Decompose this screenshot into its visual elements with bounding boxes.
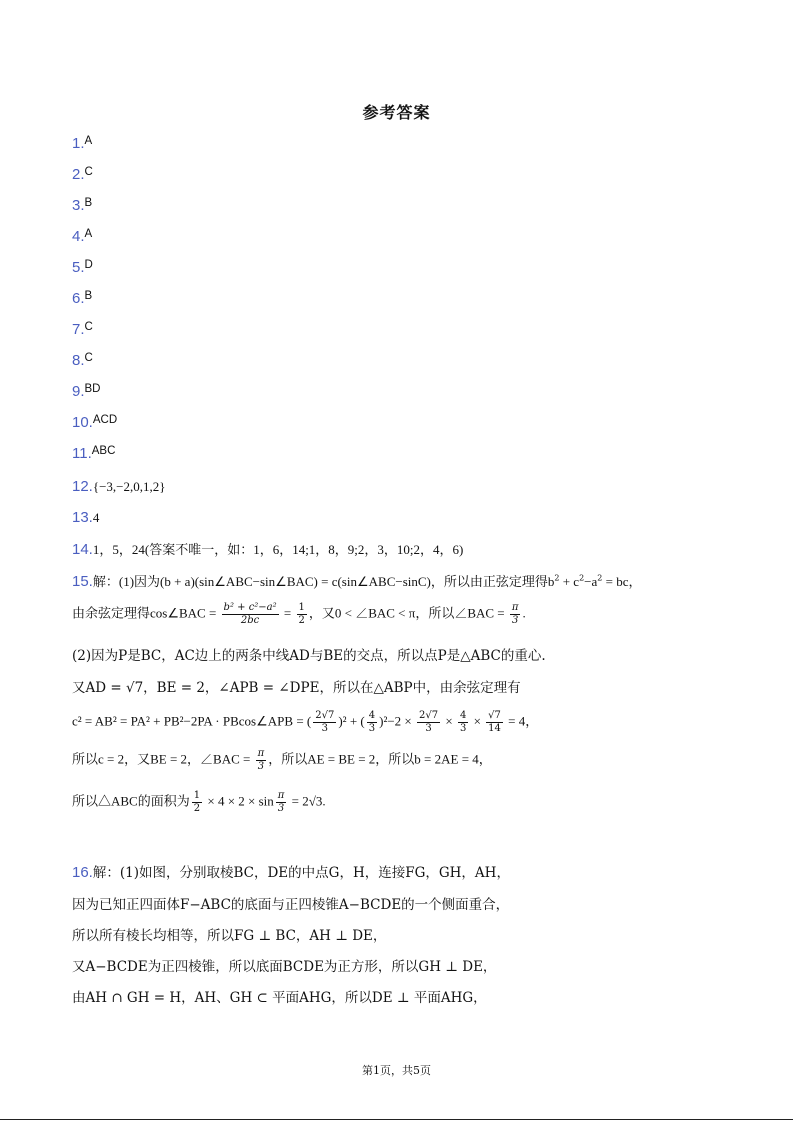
answer-item (72, 227, 92, 245)
answer-value: A (84, 228, 93, 240)
fraction: $\frac{2√7}{3}$ (419, 710, 439, 734)
answer-item (72, 289, 92, 307)
answer-number: 5. (72, 259, 85, 276)
fraction: $\frac{1}{2}$ (193, 790, 201, 814)
fraction: $\frac{1}{2}$ (298, 602, 305, 626)
answer-item (72, 539, 463, 558)
answer-number: 7. (72, 321, 85, 338)
fraction: $\frac{4}{3}$ (368, 710, 376, 734)
answer-item (72, 320, 93, 338)
answer-value: ABC (91, 445, 116, 457)
answer-item (72, 196, 92, 214)
answer-value: C (84, 166, 93, 178)
answer-item (72, 413, 117, 431)
answer-number: 4. (72, 228, 85, 245)
answer-number: 6. (72, 290, 85, 307)
answer-item (72, 508, 99, 526)
fraction: $\frac{4}{3}$ (459, 710, 467, 734)
answer-number: 15. (72, 573, 93, 590)
answer-item (72, 477, 166, 495)
answer-item (72, 258, 93, 276)
answer-value: 4 (92, 510, 100, 525)
answer-value: B (84, 290, 93, 302)
fraction: $\frac{\text{b² + c²−a²}}{2bc}$ (223, 602, 277, 626)
fraction: $\frac{\pi}{3}$ (257, 748, 265, 772)
answer-value: 1，5，24(答案不唯一，如：1，6，14;1，8，9;2，3，10;2，4，6) (92, 542, 464, 557)
fraction: $\frac{\pi}{3}$ (277, 790, 285, 814)
q16-line-2: 因为已知正四面体F−ABC的底面与正四棱锥A−BCDE的一个侧面重合， (72, 897, 510, 913)
answer-number: 12. (72, 478, 93, 495)
answer-item (72, 351, 93, 369)
answer-value: D (84, 259, 93, 271)
answer-number: 1. (72, 135, 85, 152)
q16-line-4: 又A−BCDE为正四棱锥，所以底面BCDE为正方形，所以GH ⊥ DE， (72, 959, 497, 975)
page-title: 参考答案 (362, 103, 431, 122)
q15-line-3: (2)因为P是BC，AC边上的两条中线AD与BE的交点，所以点P是△ABC的重心. (72, 648, 546, 664)
bottom-divider (0, 1119, 793, 1120)
answer-value: ACD (92, 414, 118, 426)
q15-line-7: 所以△ABC的面积为 $\frac{1}{2}$ × 4 × 2 × sin $\frac{\pi}{3}$ = 2√3. (72, 790, 326, 814)
answer-number: 8. (72, 352, 85, 369)
answer-number: 11. (72, 445, 92, 462)
answer-item (72, 134, 92, 152)
answer-value: {−3,−2,0,1,2} (92, 479, 166, 494)
answer-number: 9. (72, 383, 85, 400)
q15-line-1: 15.解：(1)因为(b + a)(sin∠ABC−sin∠BAC) = c(sin∠ABC−sinC)，所以由正弦定理得$b^2 + c^2-a^2$ = bc， (72, 573, 642, 590)
q15-line-6: 所以c = 2，又BE = 2，∠BAC = $\frac{\pi}{3}$ ，所以AE = BE = 2，所以b = 2AE = 4， (72, 748, 492, 772)
answer-value: C (84, 352, 93, 364)
q16-line-5: 由AH ∩ GH = H，AH、GH ⊂ 平面AHG，所以DE ⊥ 平面AHG， (72, 990, 487, 1006)
answer-value: A (84, 135, 93, 147)
answer-number: 16. (72, 864, 93, 881)
answer-item (72, 165, 93, 183)
answer-value: B (84, 197, 93, 209)
q15-line-4: 又AD = √7，BE = 2，∠APB = ∠DPE，所以在△ABP中，由余弦定理有 (72, 680, 521, 696)
fraction: $\frac{2√7}{3}$ (315, 710, 335, 734)
answer-number: 13. (72, 509, 93, 526)
page-footer: 第1页，共5页 (362, 1064, 431, 1077)
answer-value: C (84, 321, 93, 333)
fraction: $\frac{√7}{14}$ (488, 710, 501, 734)
answer-number: 2. (72, 166, 85, 183)
answer-item (72, 382, 101, 400)
fraction: $\frac{\pi}{3}$ (511, 602, 519, 626)
answer-value: BD (84, 383, 101, 395)
q16-line-1: 16.解：(1)如图，分别取棱BC，DE的中点G，H，连接FG，GH，AH， (72, 864, 510, 881)
answer-number: 3. (72, 197, 85, 214)
answer-number: 10. (72, 414, 93, 431)
q16-line-3: 所以所有棱长均相等，所以FG ⊥ BC，AH ⊥ DE， (72, 928, 387, 944)
q15-line-5: c² = AB² = PA² + PB²−2PA · PBcos∠APB = ( $\frac{2√7}{3}$ )² + ( $\frac{4}{3}$ )²−2 × $\frac{2√7}{3}$ × $\frac{4}{3}$ × $\frac{√7}{14}$ = 4， (72, 710, 539, 734)
answer-number: 14. (72, 541, 93, 558)
answer-item (72, 444, 115, 462)
q15-line-2: 由余弦定理得cos∠BAC = $\frac{\text{b² + c²−a²}}{2bc}$ = $\frac{1}{2}$ ，又0 < ∠BAC < π，所以∠BAC = $\frac{\pi}{3}$ . (72, 602, 526, 626)
